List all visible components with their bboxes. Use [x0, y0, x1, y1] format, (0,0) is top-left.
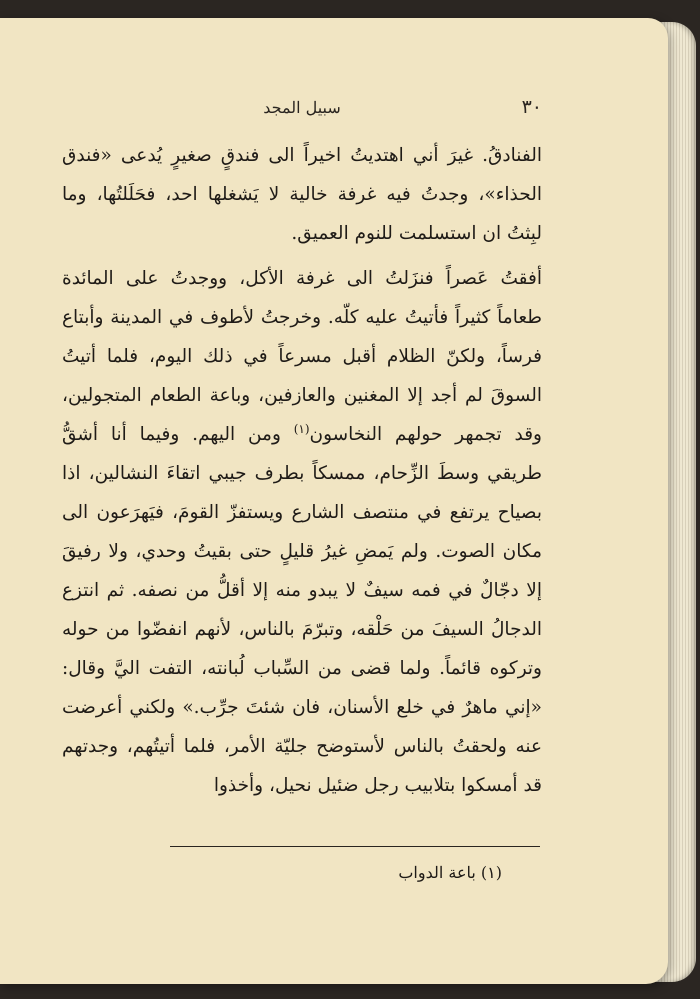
- page-header: [62, 96, 542, 126]
- paragraph-2: [62, 259, 542, 805]
- page-number: ٣٠: [521, 96, 542, 118]
- page-body: [62, 136, 542, 805]
- paragraph-2-text: أفقتُ عَصراً فنزَلتُ الى غرفة الأكل، ووجدتُ على المائدة طعاماً كثيراً فأتيتُ عليه كلّه. وخرجتُ لأطوف في المدينة وأبتاع فرساً، ولكنّ الظلام أقبل مسرعاً في ذلك اليوم، فلما أتيتُ السوقَ لم أجد إلا المغنين والعازفين، وباعة الطعام المتجولين، وقد تجمهر حولهم النخاسون: [62, 268, 542, 445]
- running-title: سبيل المجد: [263, 98, 341, 117]
- paragraph-1: الفنادقُ. غيرَ أني اهتديتُ اخيراً الى فندقٍ صغيرٍ يُدعى «فندق الحذاء»، وجدتُ فيه غرفة خالية لا يَشغلها احد، فحَلَلتُها، وما لبِثتُ ان استسلمت للنوم العميق.: [62, 145, 542, 244]
- footnote-marker: (١): [293, 421, 310, 436]
- book-page: [0, 18, 668, 984]
- footnote-divider: [170, 846, 540, 847]
- footnote: (١) باعة الدواب: [398, 863, 502, 882]
- paragraph-2-text-continued: ومن اليهم. وفيما أنا أشقُّ طريقي وسطَ الزِّحام، ممسكاً بطرف جيبي اتقاءَ النشالين، اذا بصياح يرتفع في منتصف الشارع ويستفزّ القومَ، فيَهرَعون الى مكان الصوت. ولم يَمضِ غيرُ قليلٍ حتى بقيتُ وحدي، ولا رفيقَ إلا دجّالٌ في فمه سيفٌ لا يبدو منه إلا أقلُّ من نصفه. ثم انتزع الدجالُ السيفَ من حَلْقه، وتبرّمَ بالناس، لأنهم انفضّوا من حوله وتركوه قائماً. ولما قضى من السِّباب لُبانته، التفت اليَّ وقال: «إني ماهرٌ في خلع الأسنان، فان شئتَ جرِّب.» ولكني أعرضت عنه ولحقتُ بالناس لأستوضح جليّة الأمر، فلما أتيتُهم، وجدتهم قد أمسكوا بتلابيب رجل ضئيل نحيل، وأخذوا: [62, 424, 542, 796]
